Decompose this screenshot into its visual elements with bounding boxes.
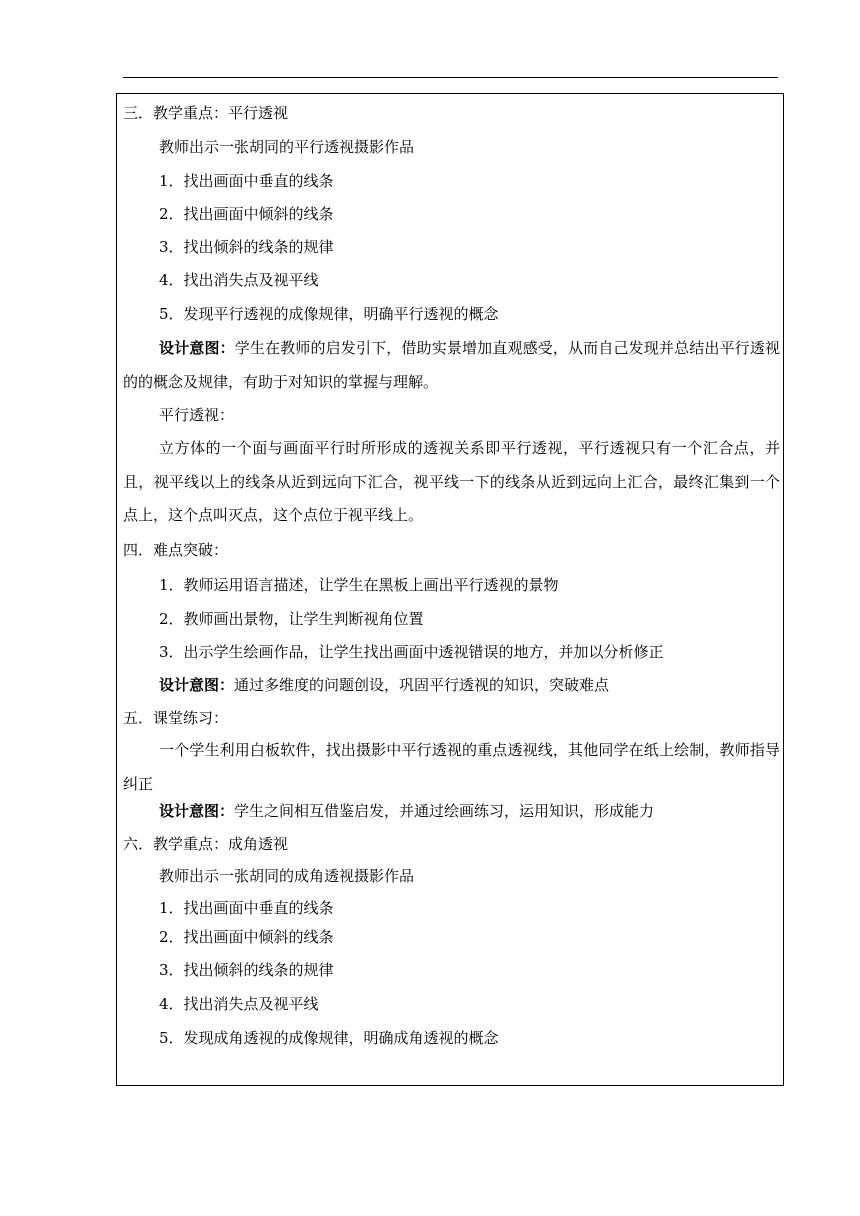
parallel-perspective-definition: 立方体的一个面与画面平行时所形成的透视关系即平行透视，平行透视只有一个汇合点，并且，视平线以上的线条从近到远向下汇合，视平线一下的线条从近到远向上汇合，最终汇集到一个点上，这个点叫灭点，这个点位于视平线上。 bbox=[123, 439, 780, 524]
section-4-design-intent bbox=[159, 676, 609, 694]
section-3-item-1: 1．找出画面中垂直的线条 bbox=[159, 172, 334, 190]
design-intent-text: 通过多维度的问题创设，巩固平行透视的知识，突破难点 bbox=[234, 676, 610, 694]
section-6-item-4: 4．找出消失点及视平线 bbox=[159, 995, 319, 1013]
section-3-item-5: 5．发现平行透视的成像规律，明确平行透视的概念 bbox=[159, 305, 499, 323]
section-6-heading: 六．教学重点：成角透视 bbox=[123, 835, 289, 853]
section-5-heading: 五．课堂练习： bbox=[123, 709, 229, 727]
section-3-heading: 三．教学重点：平行透视 bbox=[123, 104, 289, 122]
section-3-design-intent bbox=[123, 332, 780, 399]
section-4-item-2: 2．教师画出景物，让学生判断视角位置 bbox=[159, 610, 424, 628]
section-6-item-2: 2．找出画面中倾斜的线条 bbox=[159, 928, 334, 946]
design-intent-text: 学生之间相互借鉴启发，并通过绘画练习，运用知识，形成能力 bbox=[234, 802, 655, 820]
section-3-item-2: 2．找出画面中倾斜的线条 bbox=[159, 205, 334, 223]
design-intent-label: 设计意图： bbox=[159, 339, 235, 357]
section-6-item-3: 3．找出倾斜的线条的规律 bbox=[159, 961, 334, 979]
section-4-item-1: 1．教师运用语言描述，让学生在黑板上画出平行透视的景物 bbox=[159, 576, 559, 594]
section-6-intro: 教师出示一张胡同的成角透视摄影作品 bbox=[159, 867, 415, 885]
section-3-item-3: 3．找出倾斜的线条的规律 bbox=[159, 238, 334, 256]
section-6-item-5: 5．发现成角透视的成像规律，明确成角透视的概念 bbox=[159, 1029, 499, 1047]
design-intent-label: 设计意图： bbox=[159, 802, 235, 820]
section-3-item-4: 4．找出消失点及视平线 bbox=[159, 271, 319, 289]
section-4-item-3: 3．出示学生绘画作品，让学生找出画面中透视错误的地方，并加以分析修正 bbox=[159, 643, 664, 661]
section-4-heading: 四．难点突破： bbox=[123, 541, 229, 559]
section-3-intro: 教师出示一张胡同的平行透视摄影作品 bbox=[159, 138, 415, 156]
design-intent-text: 学生在教师的启发引下，借助实景增加直观感受，从而自己发现并总结出平行透视的的概念及规律，有助于对知识的掌握与理解。 bbox=[123, 339, 780, 391]
section-6-item-1: 1．找出画面中垂直的线条 bbox=[159, 899, 334, 917]
header-rule bbox=[123, 77, 778, 78]
parallel-perspective-label: 平行透视： bbox=[159, 406, 235, 424]
design-intent-label: 设计意图： bbox=[159, 676, 235, 694]
section-5-exercise-text: 一个学生利用白板软件，找出摄影中平行透视的重点透视线，其他同学在纸上绘制，教师指导纠正 bbox=[123, 741, 780, 793]
section-5-design-intent bbox=[159, 802, 654, 820]
